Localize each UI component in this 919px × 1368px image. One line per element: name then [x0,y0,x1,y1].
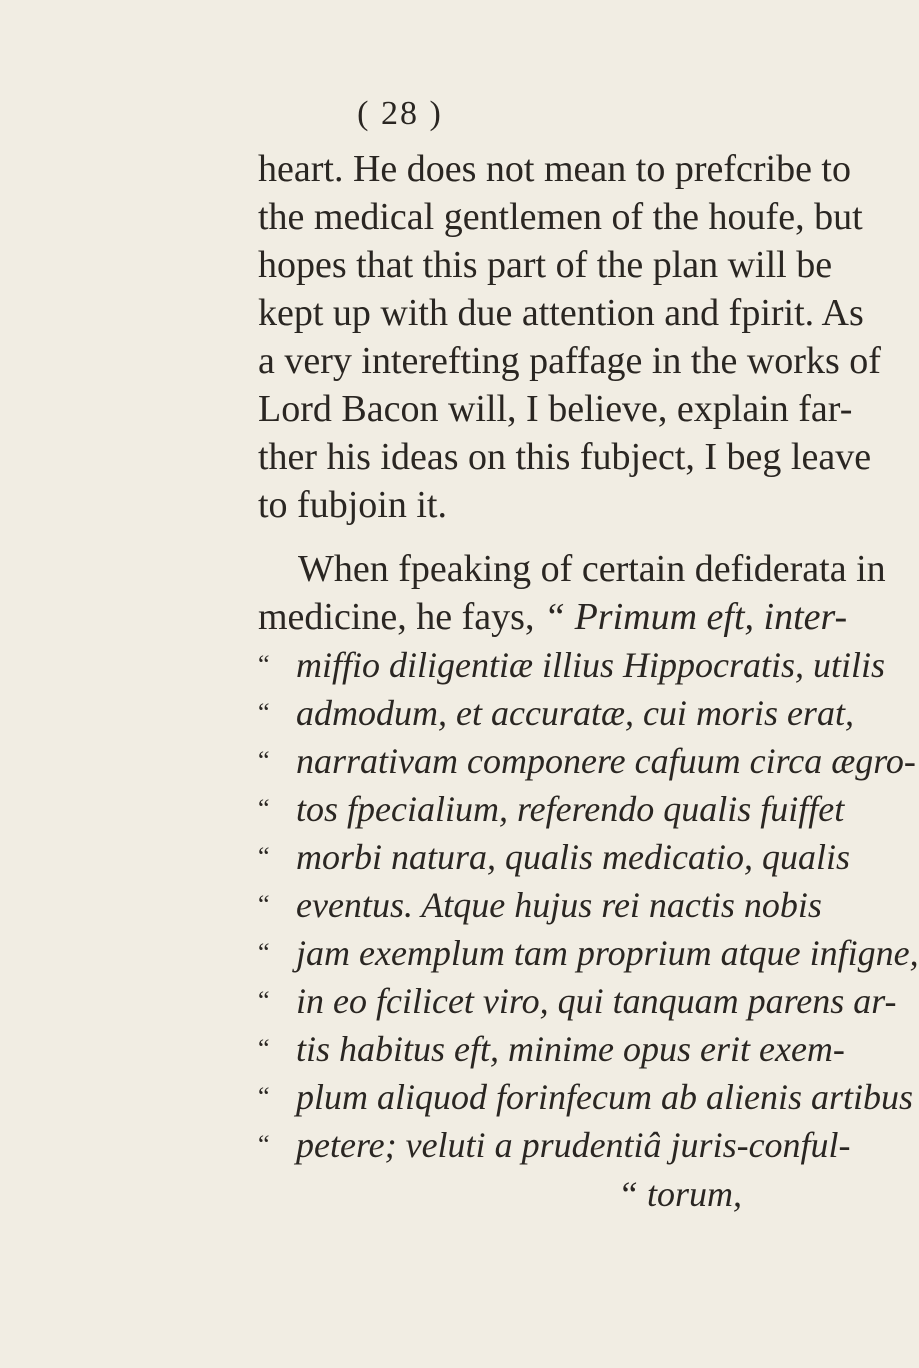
text-line: a very interefting paffage in the works of [258,340,881,382]
quote-line: eventus. Atque hujus rei nactis nobis [296,885,822,925]
quote-line: tis habitus eft, minime opus erit exem- [296,1029,845,1069]
catchword: “ torum, [618,1174,743,1214]
quote-line: narrativam componere cafuum circa ægro- [296,741,916,781]
text-line: heart. He does not mean to prefcribe to [258,148,851,190]
quote-line: jam exemplum tam proprium atque infigne, [296,933,919,973]
quote-mark: “ [258,842,270,871]
quote-line: plum aliquod forinfecum ab alienis artibus [296,1077,913,1117]
text-line: hopes that this part of the plan will be [258,244,833,286]
quote-mark: “ [258,1130,270,1159]
quote-mark: “ [258,746,270,775]
quote-line: in eo fcilicet viro, qui tanquam parens ar- [296,981,897,1021]
quote-mark: “ [258,1034,270,1063]
quote-mark: “ [258,650,270,679]
text-line: When fpeaking of certain defiderata in [298,548,886,590]
quote-mark: “ [258,890,270,919]
quote-line: petere; veluti a prudentiâ juris-conful- [296,1125,851,1165]
quote-mark: “ [258,938,270,967]
quote-mark: “ [258,1082,270,1111]
quote-line: morbi natura, qualis medicatio, qualis [296,837,851,877]
text-line [258,593,847,641]
text-line: Lord Bacon will, I believe, explain far- [258,388,853,430]
quote-mark: “ [258,986,270,1015]
quote-mark: “ [258,698,270,727]
text-line: kept up with due attention and fpirit. As [258,292,864,334]
quote-mark: “ [258,794,270,823]
quote-fragment: “ Primum eft, inter- [543,596,848,638]
text-line: to fubjoin it. [258,484,447,526]
text-line: ther his ideas on this fubject, I beg leave [258,436,872,478]
text-line: the medical gentlemen of the houfe, but [258,196,863,238]
quote-line: admodum, et accuratæ, cui moris erat, [296,693,854,733]
quote-line: tos fpecialium, referendo qualis fuiffet [296,789,845,829]
page-number: ( 28 ) [357,95,443,132]
text-fragment: medicine, he fays, [258,596,535,638]
quote-line: miffio diligentiæ illius Hippocratis, utilis [296,645,886,685]
